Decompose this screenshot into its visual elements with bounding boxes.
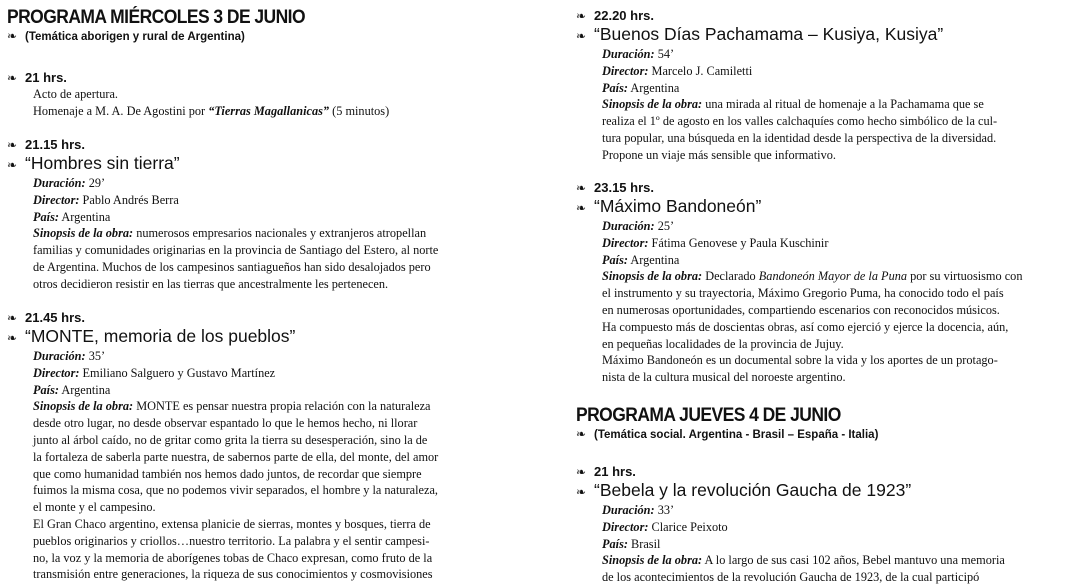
duration: 35’ xyxy=(88,349,106,363)
duration: 29’ xyxy=(88,176,106,190)
tribute-line: Homenaje a M. A. De Agostini por “Tierras Magallanicas” (5 minutos) xyxy=(33,103,390,118)
time-label: 23.15 hrs. xyxy=(594,180,654,195)
country: Argentina xyxy=(630,80,680,95)
opening-line: Acto de apertura. xyxy=(33,87,119,101)
schedule-block xyxy=(7,70,477,120)
leaf-icon: ❧ xyxy=(7,331,18,345)
film-title: “MONTE, memoria de los pueblos” xyxy=(25,326,296,346)
program-title: PROGRAMA JUEVES 4 DE JUNIO xyxy=(576,405,841,426)
time-label: 21.15 hrs. xyxy=(25,137,85,152)
film-block: ❧ 21.45 hrs. ❧ “MONTE, memoria de los pueblos” Duración: 35’ Director: Emiliano Salguero y Gustavo Martínez País: Argentina Sinopsis de la obra: MONTE es pensar nuestra propia relación con la naturaleza desde otro lugar, no desde observar espantado lo que le hemos hecho, ni llorar junto al árbol caído, no de gritar como grita la tierra su desesperación, sino la de la fortaleza de saberla parte nuestra, de sabernos parte de ella, del monte, del amor que como humanidad también nos hemos dado juntos, de recordar que siempre fuimos la misma cosa, que no podemos vivir separados, el hombre y la naturaleza, el monte y el campesino. El Gran Chaco argentino, extensa planicie de sierras, montes y bosques, tierra de pueblos originarios y criollos…nuestro territorio. La palabra y el sentir campesi- no, la voz y la memoria de aborígenes tobas de Chaco expresan, como fruto de la transmisión entre generaciones, la riqueza de sus conocimientos y cosmovisiones xyxy=(7,310,477,583)
leaf-icon: ❧ xyxy=(576,181,587,195)
time-label: 22.20 hrs. xyxy=(594,8,654,23)
program-theme: ❧ (Temática aborigen y rural de Argentina) xyxy=(7,29,245,43)
country: Brasil xyxy=(631,536,661,551)
leaf-icon: ❧ xyxy=(576,485,587,499)
film-title: “Hombres sin tierra” xyxy=(25,153,180,173)
leaf-icon: ❧ xyxy=(576,9,587,23)
film-block: ❧ 21.15 hrs. ❧ “Hombres sin tierra” Duración: 29’ Director: Pablo Andrés Berra País: Argentina Sinopsis de la obra: numerosos empresarios nacionales y extranjeros atropellan familias y comunidades originarias en la provincia de Santiago del Estero, al norte de Argentina. Muchos de los campesinos santiagueños han sido desalojados pero otros decidieron resistir en las tierras que ancestralmente les pertenecen. xyxy=(7,137,477,293)
synopsis: Sinopsis de la obra: MONTE es pensar nuestra propia relación con la naturaleza desde otro lugar, no desde observar espantado lo que le hemos hecho, ni llorar junto al árbol caído, no de gritar como grita la tierra su desesperación, sino la de la fortaleza de saberla parte nuestra, de sabernos parte de ella, del monte, del amor que como humanidad también nos hemos dado juntos, de recordar que siempre fuimos la misma cosa, que no podemos vivir separados, el hombre y la naturaleza, el monte y el campesino. El Gran Chaco argentino, extensa planicie de sierras, montes y bosques, tierra de pueblos originarios y criollos…nuestro territorio. La palabra y el sentir campesi- no, la voz y la memoria de aborígenes tobas de Chaco expresan, como fruto de la transmisión entre generaciones, la riqueza de sus conocimientos y cosmovisiones xyxy=(33,399,439,582)
leaf-icon: ❧ xyxy=(576,427,587,441)
director: Fátima Genovese y Paula Kuschinir xyxy=(651,235,829,250)
duration: 25’ xyxy=(657,219,675,233)
leaf-icon: ❧ xyxy=(7,158,18,172)
leaf-icon: ❧ xyxy=(576,201,587,215)
film-title: “Buenos Días Pachamama – Kusiya, Kusiya” xyxy=(594,24,944,44)
synopsis: Sinopsis de la obra: una mirada al ritual de homenaje a la Pachamama que se realiza el 1º de agosto en los valles calchaquíes como hecho simbólico de la cul- tura popular, una búsqueda en la identidad desde la perspectiva de la diversidad. Propone un viaje más sensible que informativo. xyxy=(602,97,998,162)
film-title: “Bebela y la revolución Gaucha de 1923” xyxy=(594,480,912,500)
director: Pablo Andrés Berra xyxy=(82,192,179,207)
leaf-icon: ❧ xyxy=(576,29,587,43)
film-block: ❧ 22.20 hrs. ❧ “Buenos Días Pachamama – Kusiya, Kusiya” Duración: 54’ Director: Marcelo J. Camiletti País: Argentina Sinopsis de la obra: una mirada al ritual de homenaje a la Pachamama que se realiza el 1º de agosto en los valles calchaquíes como hecho simbólico de la cul- tura popular, una búsqueda en la identidad desde la perspectiva de la diversidad. Propone un viaje más sensible que informativo. xyxy=(576,8,1046,164)
leaf-icon: ❧ xyxy=(7,311,18,325)
synopsis: Sinopsis de la obra: numerosos empresarios nacionales y extranjeros atropellan familias y comunidades originarias en la provincia de Santiago del Estero, al norte de Argentina. Muchos de los campesinos santiagueños han sido desalojados pero otros decidieron resistir en las tierras que ancestralmente les pertenecen. xyxy=(33,226,439,291)
program-title: PROGRAMA MIÉRCOLES 3 DE JUNIO xyxy=(7,7,306,28)
country: Argentina xyxy=(630,252,680,267)
synopsis: Sinopsis de la obra: A lo largo de sus casi 102 años, Bebel mantuvo una memoria de los acontecimientos de la revolución Gaucha de 1923, de la cual participó xyxy=(602,553,1005,585)
film-block: ❧ 23.15 hrs. ❧ “Máximo Bandoneón” Duración: 25’ Director: Fátima Genovese y Paula Kuschinir País: Argentina Sinopsis de la obra: Declarado Bandoneón Mayor de la Puna por su virtuosismo con el instrumento y su trayectoria, Máximo Gregorio Puma, ha conocido todo el país en numerosas oportunidades, compartiendo escenarios con reconocidos músicos. Ha compuesto más de doscientas obras, así como ejerció y ejerce la docencia, aún, en pequeñas localidades de la provincia de Jujuy. Máximo Bandoneón es un documental sobre la vida y los aportes de un protago- nista de la cultura musical del noroeste argentino. xyxy=(576,180,1046,386)
time-label: 21.45 hrs. xyxy=(25,310,85,325)
duration: 33’ xyxy=(657,503,675,517)
synopsis: Sinopsis de la obra: Declarado Bandoneón Mayor de la Puna por su virtuosismo con el instrumento y su trayectoria, Máximo Gregorio Puma, ha conocido todo el país en numerosas oportunidades, compartiendo escenarios con reconocidos músicos. Ha compuesto más de doscientas obras, así como ejerció y ejerce la docencia, aún, en pequeñas localidades de la provincia de Jujuy. Máximo Bandoneón es un documental sobre la vida y los aportes de un protago- nista de la cultura musical del noroeste argentino. xyxy=(602,269,1023,385)
director: Marcelo J. Camiletti xyxy=(651,63,753,78)
leaf-icon: ❧ xyxy=(576,465,587,479)
leaf-icon: ❧ xyxy=(7,29,18,43)
director: Emiliano Salguero y Gustavo Martínez xyxy=(82,365,276,380)
country: Argentina xyxy=(61,209,111,224)
film-block: ❧ 21 hrs. ❧ “Bebela y la revolución Gaucha de 1923” Duración: 33’ Director: Clarice Peixoto País: Brasil Sinopsis de la obra: A lo largo de sus casi 102 años, Bebel mantuvo una memoria de los acontecimientos de la revolución Gaucha de 1923, de la cual participó xyxy=(576,464,1046,586)
time-label: 21 hrs. xyxy=(594,464,636,479)
duration: 54’ xyxy=(657,47,675,61)
leaf-icon: ❧ xyxy=(7,138,18,152)
time-label: 21 hrs. xyxy=(25,70,67,85)
director: Clarice Peixoto xyxy=(651,519,728,534)
country: Argentina xyxy=(61,382,111,397)
program-theme: ❧ (Temática social. Argentina - Brasil – España - Italia) xyxy=(576,427,879,441)
film-title: “Máximo Bandoneón” xyxy=(594,196,762,216)
leaf-icon: ❧ xyxy=(7,71,18,85)
